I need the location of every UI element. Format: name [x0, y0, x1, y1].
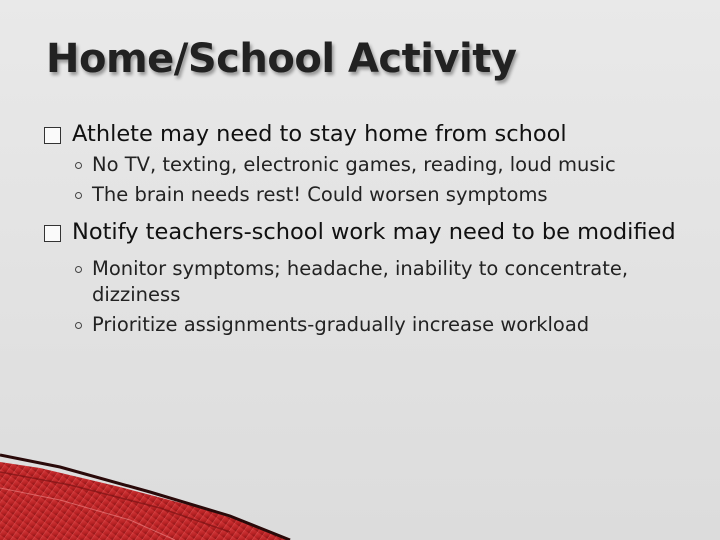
bullet-2-text: Notify teachers-school work may need to be modified: [72, 219, 676, 245]
slide-title: Home/School Activity: [46, 36, 517, 82]
bullet-2-sub-1-text: Monitor symptoms; headache, inability to concentrate, dizziness: [92, 257, 629, 306]
bullet-1-text: Athlete may need to stay home from school: [72, 121, 567, 147]
bullet-1-sub-2-text: The brain needs rest! Could worsen symptoms: [92, 183, 548, 206]
bullet-1-sub-1-text: No TV, texting, electronic games, reading, loud music: [92, 153, 616, 176]
bullet-2-sub-2-text: Prioritize assignments-gradually increase workload: [92, 313, 590, 336]
